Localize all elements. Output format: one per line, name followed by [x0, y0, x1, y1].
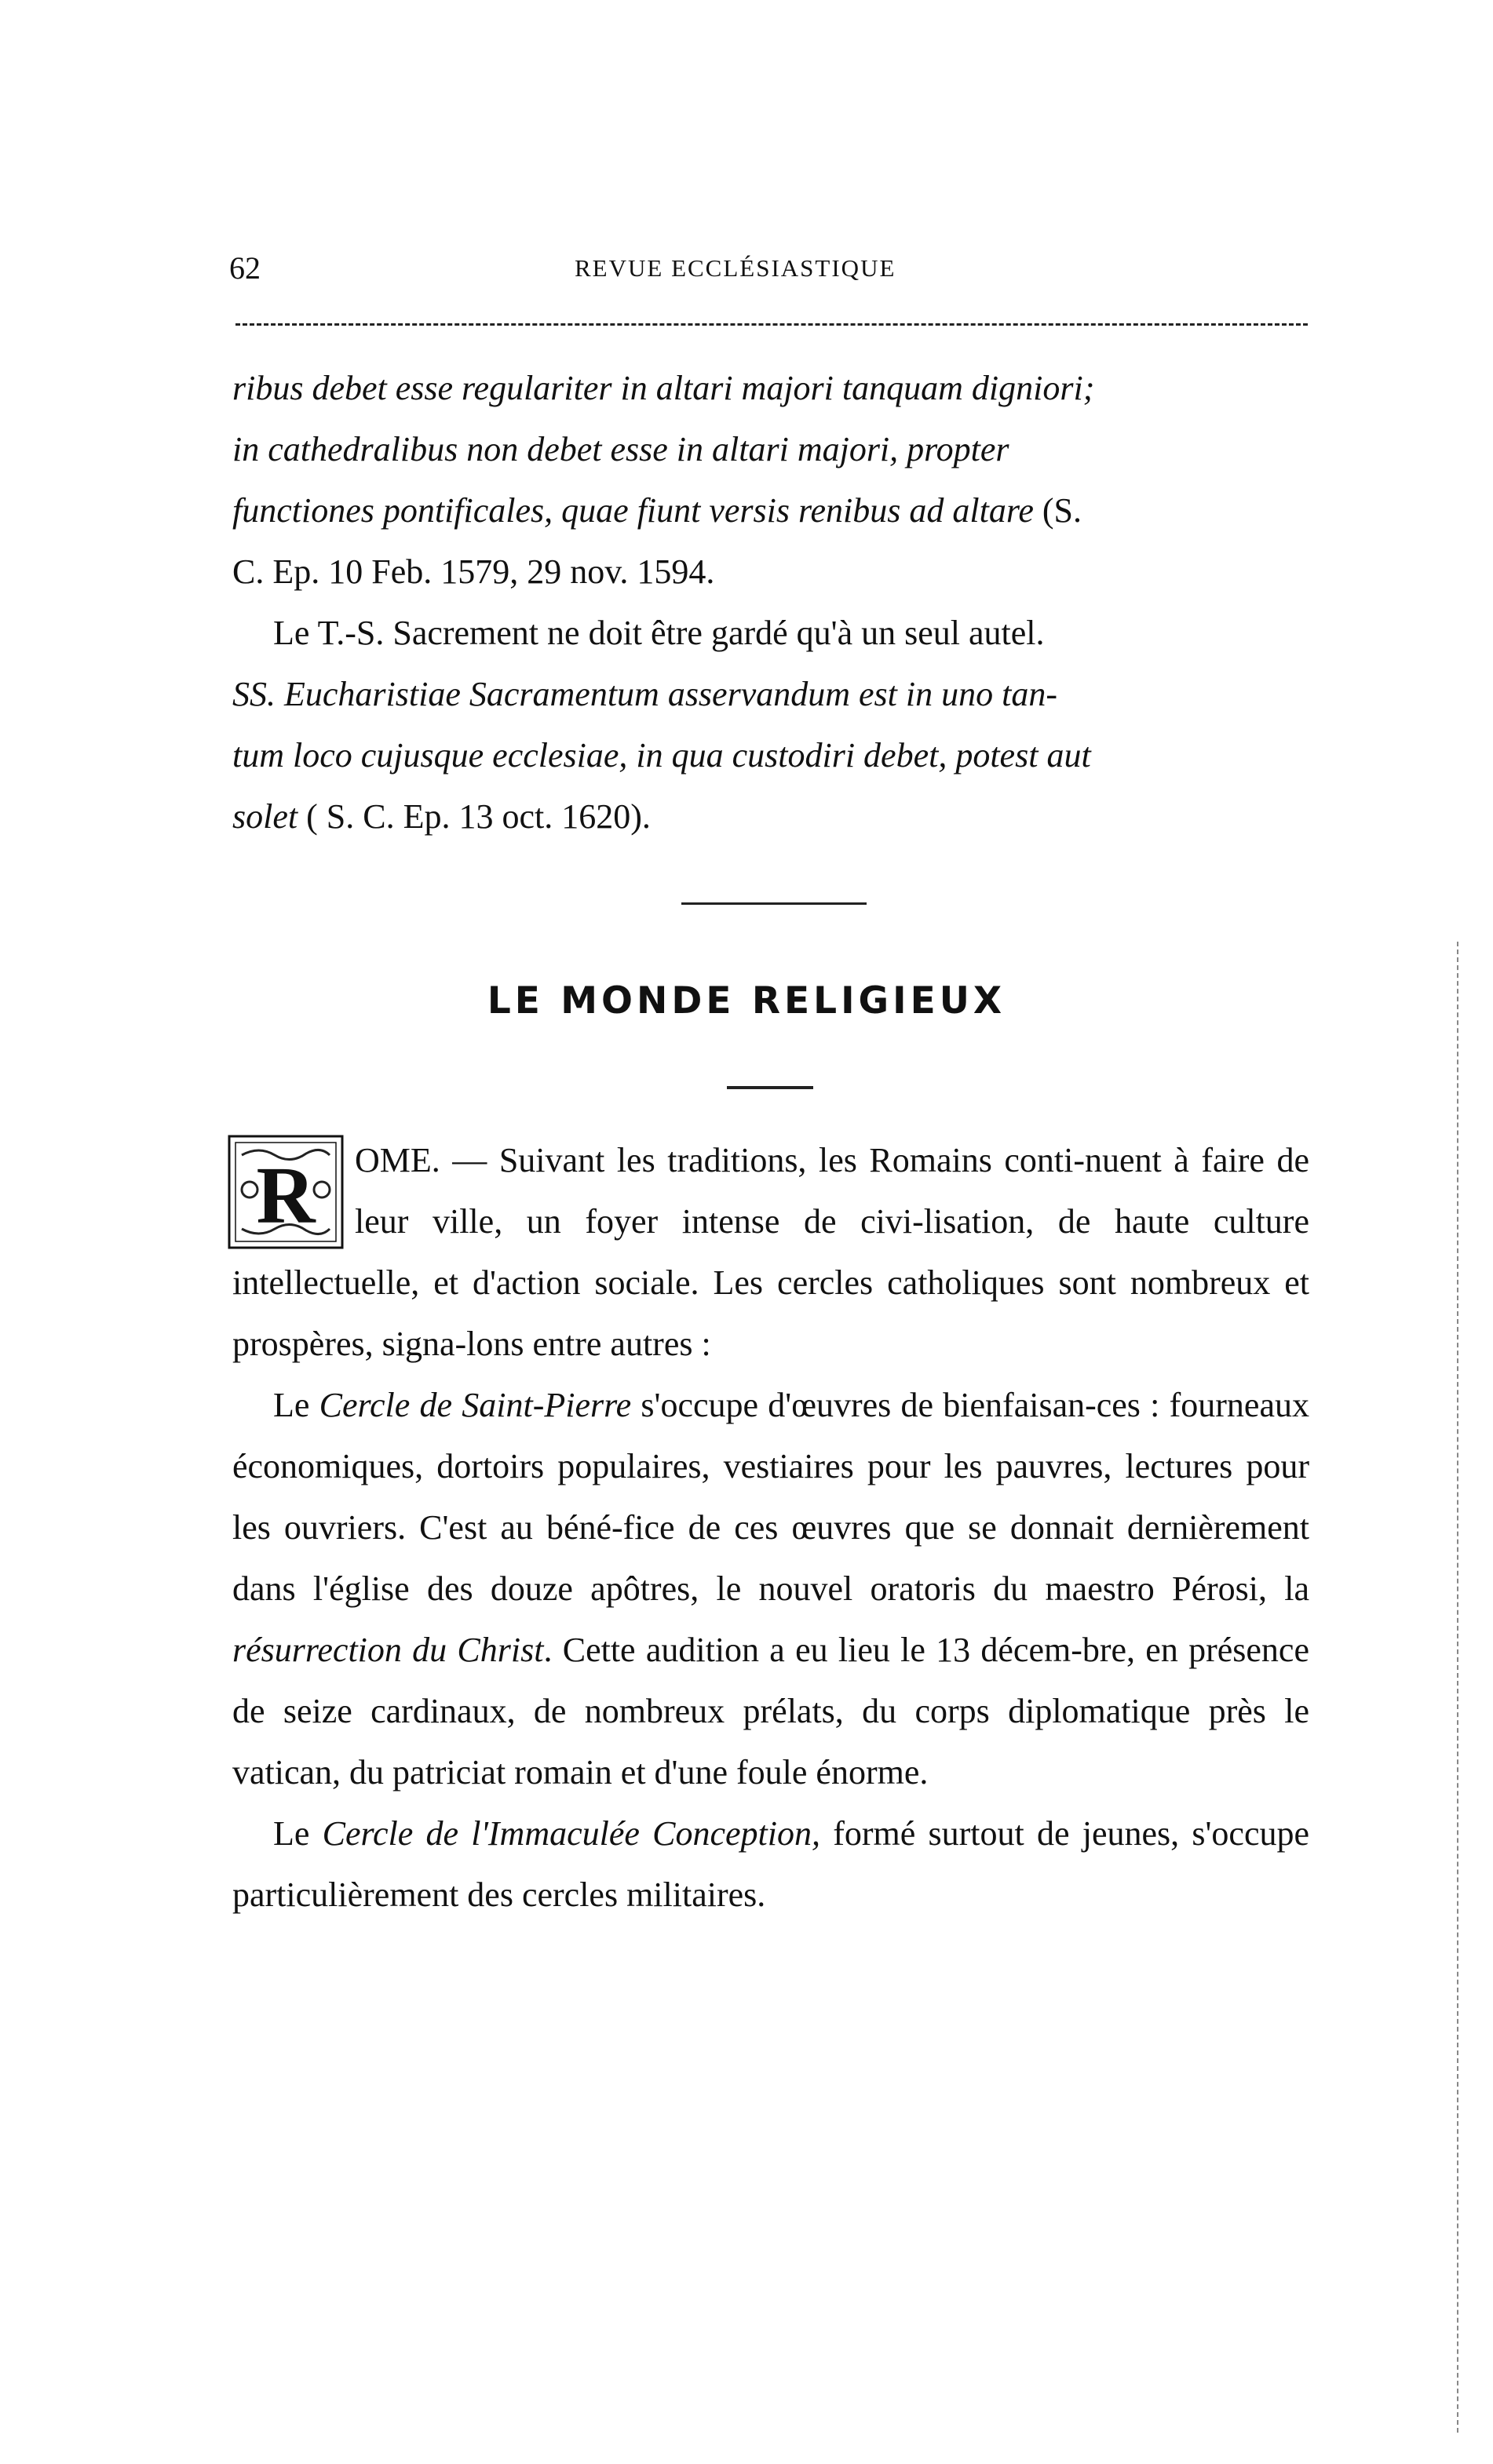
- paragraph-text: . Cette audition a eu lieu le 13 décem-bre, en présence de seize cardinaux, de nombreux prélats, du corps diplomatique près le vatican, du patriciat romain et d'une foule énorme.: [232, 1631, 1309, 1792]
- section-body: [232, 1130, 1309, 1926]
- section-title: LE MONDE RELIGIEUX: [487, 979, 1006, 1022]
- italic-line: SS. Eucharistiae Sacramentum asservandum est in uno tan-: [232, 675, 1057, 713]
- italic-name: Cercle de l'Immaculée Conception,: [322, 1814, 821, 1853]
- italic-line: solet: [232, 797, 298, 836]
- journal-title: REVUE ECCLÉSIASTIQUE: [575, 254, 896, 282]
- citation: C. Ep. 10 Feb. 1579, 29 nov. 1594.: [232, 552, 715, 591]
- paragraph-text: formé surtout de jeunes, s'occupe particulièrement des cercles militaires.: [232, 1814, 1310, 1914]
- paragraph-text: Le T.-S. Sacrement ne doit être gardé qu'à un seul autel.: [273, 614, 1045, 652]
- paragraph: [232, 1803, 1309, 1926]
- italic-title: résurrection du Christ: [232, 1631, 544, 1669]
- text-line: [232, 358, 1309, 419]
- paragraph-text: s'occupe d'œuvres de bienfaisan-ces : fourneaux économiques, dortoirs populaires, vestiaires pour les pauvres, lectures pour les ouvriers. C'est au béné-fice de ces œuvres que se donnait dernièrement dans l'église des douze apôtres, le nouvel oratoris du maestro Pérosi, la: [232, 1386, 1309, 1608]
- separator-rule: [681, 902, 867, 905]
- paragraph: [232, 1130, 1309, 1375]
- italic-line: ribus debet esse regulariter in altari majori tanquam digniori;: [232, 369, 1095, 407]
- text-line: [232, 419, 1309, 480]
- italic-line: in cathedralibus non debet esse in altari majori, propter: [232, 430, 1009, 468]
- text-line: [232, 541, 1309, 603]
- header-rule: [235, 323, 1308, 326]
- paragraph-text: OME. — Suivant les traditions, les Romains conti-nuent à faire de leur ville, un foyer intense de civi-lisation, de haute culture intellectuelle, et d'action sociale. Les cercles catholiques sont nombreux et prospères, signa-lons entre autres :: [232, 1141, 1309, 1363]
- italic-name: Cercle de Saint-Pierre: [319, 1386, 632, 1424]
- page-number: 62: [229, 250, 261, 286]
- italic-line: functiones pontificales, quae fiunt versis renibus ad altare: [232, 491, 1034, 530]
- page-edge-mark: [1457, 942, 1462, 2433]
- title-rule: [727, 1086, 813, 1089]
- drop-cap-letter: R: [256, 1150, 316, 1241]
- text-line: [232, 480, 1309, 541]
- text-line: [232, 725, 1309, 786]
- paragraph-text: Le: [273, 1386, 319, 1424]
- roman-text: (S.: [1033, 491, 1082, 530]
- continued-text: [232, 358, 1309, 847]
- paragraph: [232, 1375, 1309, 1803]
- text-line: [232, 786, 1309, 847]
- paragraph: [232, 603, 1309, 664]
- citation: ( S. C. Ep. 13 oct. 1620).: [298, 797, 651, 836]
- drop-cap-ornament: [228, 1135, 344, 1249]
- italic-line: tum loco cujusque ecclesiae, in qua custodiri debet, potest aut: [232, 736, 1091, 775]
- paragraph-text: Le: [273, 1814, 323, 1853]
- running-head: [229, 250, 1311, 289]
- text-line: [232, 664, 1309, 725]
